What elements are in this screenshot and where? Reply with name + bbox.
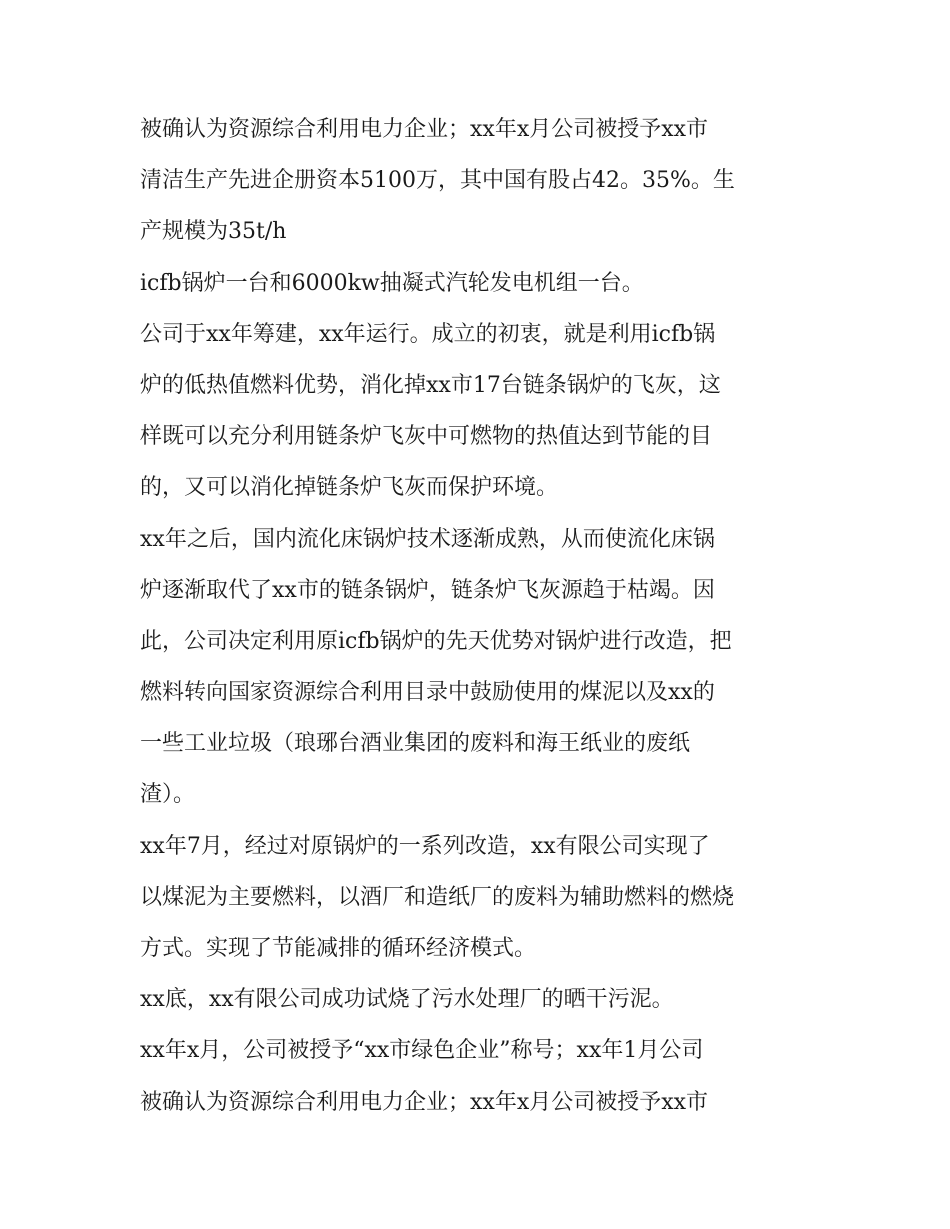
text-line: 样既可以充分利用链条炉飞灰中可燃物的热值达到节能的目 bbox=[140, 424, 713, 450]
text-line: xx年x月，公司被授予“xx市绿色企业”称号；xx年1月公司 bbox=[140, 1038, 704, 1064]
text-line: xx底，xx有限公司成功试烧了污水处理厂的晒干污泥。 bbox=[140, 987, 674, 1013]
text-line: 方式。实现了节能减排的循环经济模式。 bbox=[140, 936, 537, 961]
text-line: 一些工业垃圾（琅琊台酒业集团的废料和海王纸业的废纸 bbox=[140, 731, 691, 757]
text-line: 产规模为35t/h bbox=[140, 219, 287, 245]
text-line: 清洁生产先进企册资本5100万，其中国有股占42。35%。生 bbox=[140, 168, 735, 194]
text-line: 以煤泥为主要燃料，以酒厂和造纸厂的废料为辅助燃料的燃烧 bbox=[140, 884, 735, 910]
text-line: 公司于xx年筹建，xx年运行。成立的初衷，就是利用icfb锅 bbox=[140, 321, 716, 347]
text-line: 此，公司决定利用原icfb锅炉的先天优势对锅炉进行改造，把 bbox=[140, 628, 732, 654]
text-line: 被确认为资源综合利用电力企业；xx年x月公司被授予xx市 bbox=[140, 1089, 709, 1115]
document-body bbox=[140, 104, 812, 1128]
text-line: 的，又可以消化掉链条炉飞灰而保护环境。 bbox=[140, 475, 559, 501]
text-line: xx年7月，经过对原锅炉的一系列改造，xx有限公司实现了 bbox=[140, 833, 710, 859]
text-line: icfb锅炉一台和6000kw抽凝式汽轮发电机组一台。 bbox=[140, 270, 644, 296]
text-line: 渣）。 bbox=[140, 782, 196, 808]
text-line: xx年之后，国内流化床锅炉技术逐渐成熟，从而使流化床锅 bbox=[140, 526, 715, 552]
text-line: 炉的低热值燃料优势，消化掉xx市17台链条锅炉的飞灰，这 bbox=[140, 372, 721, 398]
text-line: 炉逐渐取代了xx市的链条锅炉，链条炉飞灰源趋于枯竭。因 bbox=[140, 577, 715, 603]
text-line: 燃料转向国家资源综合利用目录中鼓励使用的煤泥以及xx的 bbox=[140, 680, 715, 706]
text-line: 被确认为资源综合利用电力企业；xx年x月公司被授予xx市 bbox=[140, 117, 709, 142]
